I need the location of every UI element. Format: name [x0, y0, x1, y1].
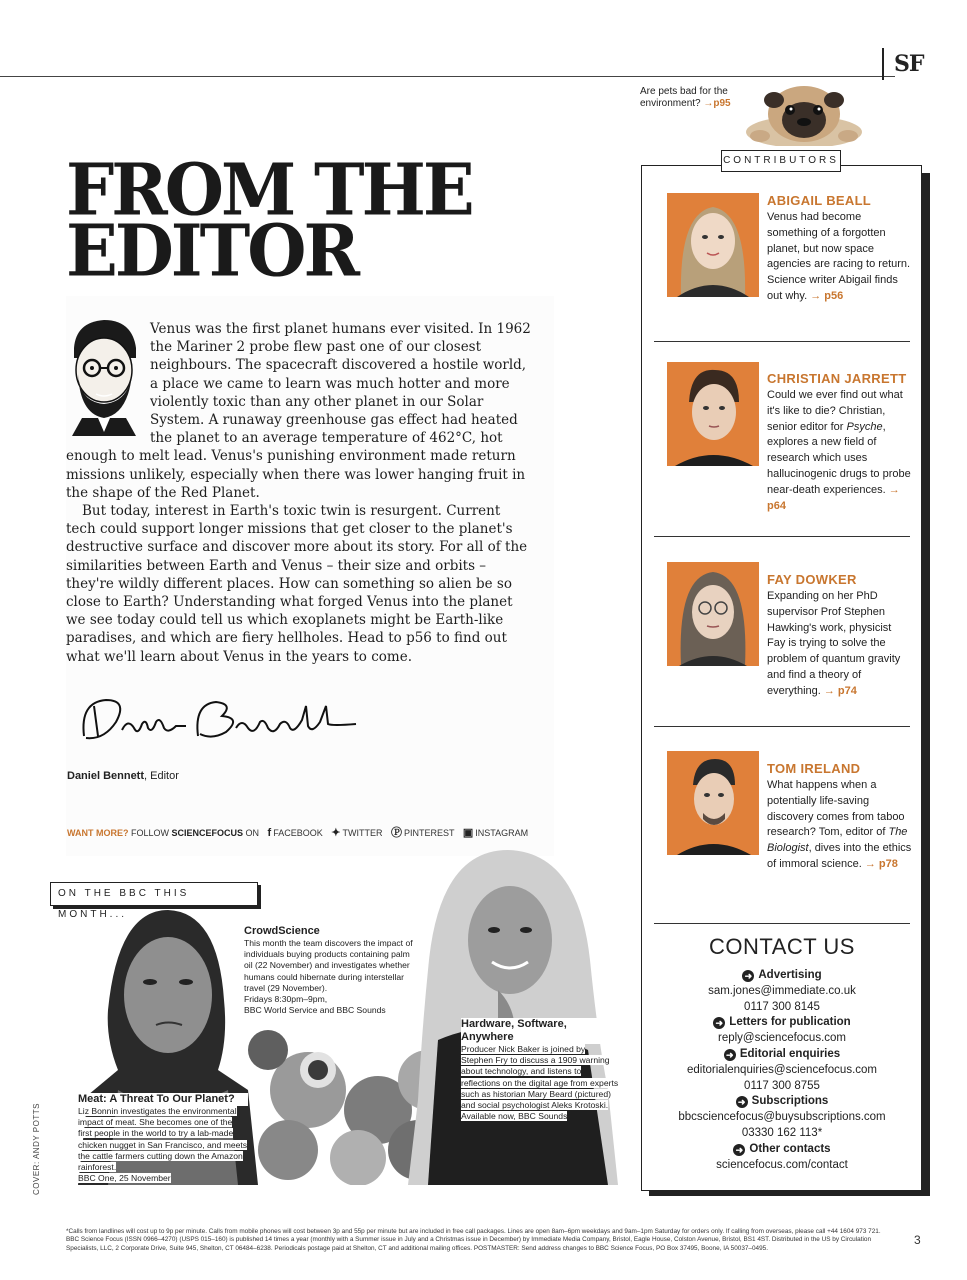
cover-credit: COVER: ANDY POTTS: [32, 1103, 41, 1195]
contact-subscriptions-phone[interactable]: 03330 162 113*: [741, 1126, 823, 1139]
editorial-paragraph-1: Venus was the first planet humans ever visited. In 1962 the Mariner 2 probe flew past one of our closest neighbours. The spacecraft discovered a hostile world, a place we came to learn was much hotter and more violently toxic than any other planet in our Solar System. A runaway greenhouse gas effect had heated the planet to an average temperature of 462°C, hot enough to melt lead. Venus's punishing environment made return missions unlikely, especially when there was lower hanging fruit in the shape of the Red Planet.: [66, 321, 531, 501]
contributor-fay-dowker[interactable]: [667, 558, 912, 698]
contributors-label: CONTRIBUTORS: [721, 150, 841, 172]
top-rule: [0, 76, 895, 77]
abigail-beall-photo: [667, 193, 759, 297]
pinterest-link[interactable]: PINTEREST: [403, 828, 455, 838]
crowdscience-when: Fridays 8:30pm–9pm,: [244, 994, 328, 1005]
arrow-circle-icon: ➜: [733, 1144, 745, 1156]
meat-caption: [78, 1093, 248, 1184]
contributor-bio: Could we ever find out what it's like to die? Christian, senior editor for Psyche, explores a new field of research which uses hallucinogenic drugs to probe near-death experiences. → p64: [767, 389, 911, 512]
contributor-page-link[interactable]: → p56: [810, 289, 844, 302]
contact-other-label: ➜ Other contacts: [654, 1142, 910, 1158]
page-title: [66, 148, 586, 294]
crowdscience-title: CrowdScience: [244, 925, 320, 937]
contact-editorial-email[interactable]: editorialenquiries@sciencefocus.com: [686, 1063, 877, 1076]
contributor-christian-jarrett[interactable]: [667, 357, 912, 517]
meat-title: Meat: A Threat To Our Planet?: [78, 1093, 248, 1106]
arrow-circle-icon: ➜: [724, 1049, 736, 1061]
facebook-icon[interactable]: f: [267, 827, 272, 839]
signature: [76, 692, 366, 748]
page-number: 3: [914, 1233, 921, 1247]
bbc-section-label: ON THE BBC THIS MONTH...: [50, 882, 258, 906]
crowdscience-caption: [244, 925, 414, 1016]
contact-title: CONTACT US: [709, 934, 855, 959]
twitter-link[interactable]: TWITTER: [342, 828, 383, 838]
title-line-1: FROM THE: [66, 148, 472, 233]
contact-list: [654, 968, 910, 1173]
social-handle[interactable]: SCIENCEFOCUS: [171, 828, 244, 838]
footer-small-print: *Calls from landlines will cost up to 9p per minute. Calls from mobile phones will cost between 3p and 55p per minute but are included in free call packages. Lines are open 8am–6pm weekdays and 9am–1pm Saturday for orders only. If calling from overseas, please call +44 1604 973 721. BBC Science Focus (ISSN 0966–4270) (USPS 015–160) is published 14 times a year (monthly with a Summer issue in July and a Christmas issue in December) by Immediate Media Company, Bristol, Eagle House, Colston Avenue, Bristol, BS1 4ST. Distributed in the US by Circulation Specialists, LLC, 2 Corporate Drive, Suite 945, Shelton, CT 06484–6238. Periodicals postage paid at Shelton, CT and additional mailing offices. POSTMASTER: Send address changes to BBC Science Focus, PO Box 37495, Boone, IA 50037–0495.: [66, 1228, 881, 1252]
arrow-circle-icon: ➜: [742, 970, 754, 982]
christian-jarrett-photo: [667, 362, 759, 466]
meat-body: Liz Bonnin investigates the environmental impact of meat. She becomes one of the first people in the world to try a lab-made chicken nugget in San Francisco, and meets the cattle farmers cutting down the Amazon rainforest.: [78, 1106, 248, 1173]
hardware-title: Hardware, Software, Anywhere: [461, 1018, 619, 1044]
contributor-divider: [654, 923, 910, 924]
teaser-page[interactable]: →p95: [703, 98, 731, 109]
crowdscience-where: BBC World Service and BBC Sounds: [244, 1005, 386, 1016]
contributor-name: FAY DOWKER: [767, 572, 857, 587]
facebook-link[interactable]: FACEBOOK: [273, 828, 323, 838]
contributor-divider: [654, 726, 910, 727]
contact-subscriptions-label: ➜ Subscriptions: [654, 1094, 910, 1110]
title-line-2: EDITOR: [66, 209, 357, 294]
contact-advertising-label: ➜ Advertising: [654, 968, 910, 984]
editor-name: Daniel Bennett: [67, 770, 145, 782]
pug-photo: [740, 80, 868, 146]
contact-letters-email[interactable]: reply@sciencefocus.com: [718, 1032, 846, 1045]
contact-subscriptions-email[interactable]: bbcsciencefocus@buysubscriptions.com: [678, 1111, 886, 1124]
teaser[interactable]: [640, 86, 750, 110]
editorial-paragraph-2: But today, interest in Earth's toxic twin is resurgent. Current tech could support longer missions that get closer to the planet's destructive surface and discover more about its story. For all of the similarities between Earth and Venus – their size and orbits – they're wildly different places. How can something so alien be so close to Earth? Understanding what forged Venus into the planet we see today could tell us which exoplanets might be Earth-like paradises, and which are fiery hellholes. Head to p56 to find out what we'll learn about Venus in the years to come.: [66, 503, 528, 665]
teaser-text: Are pets bad for the environment?: [640, 86, 728, 109]
contributor-bio: What happens when a potentially life-saving discovery comes from taboo research? Tom, editor of The Biologist, dives into the ethics of immoral science. → p78: [767, 779, 912, 870]
hardware-caption: [461, 1018, 619, 1122]
contributor-page-link[interactable]: → p64: [767, 483, 900, 512]
portrait-wrap-space: [66, 320, 150, 447]
contributor-name: ABIGAIL BEALL: [767, 193, 872, 208]
contact-editorial-label: ➜ Editorial enquiries: [654, 1047, 910, 1063]
instagram-icon[interactable]: ▣: [462, 827, 474, 839]
on-label: ON: [243, 828, 262, 838]
arrow-circle-icon: ➜: [736, 1096, 748, 1108]
contributor-page-link[interactable]: → p74: [823, 684, 857, 697]
tom-ireland-photo: [667, 751, 759, 855]
contributor-page-link[interactable]: → p78: [864, 857, 898, 870]
arrow-circle-icon: ➜: [713, 1017, 725, 1029]
contact-advertising-email[interactable]: sam.jones@immediate.co.uk: [708, 984, 856, 997]
pinterest-icon[interactable]: Ⓟ: [390, 827, 402, 839]
contributor-abigail-beall[interactable]: [667, 193, 912, 303]
contributor-name: CHRISTIAN JARRETT: [767, 371, 907, 386]
social-follow: [67, 824, 528, 840]
contact-letters-label: ➜ Letters for publication: [654, 1015, 910, 1031]
follow-label: FOLLOW: [128, 828, 172, 838]
editor-role: , Editor: [144, 770, 179, 782]
meat-where: BBC One, 25 November: [78, 1173, 171, 1184]
fay-dowker-photo: [667, 562, 759, 666]
contact-advertising-phone[interactable]: 0117 300 8145: [744, 1000, 820, 1013]
contributor-bio: Venus had become something of a forgotten planet, but now space agencies are racing to return. Science writer Abigail finds out why. → p56: [767, 211, 911, 302]
instagram-link[interactable]: INSTAGRAM: [475, 828, 529, 838]
want-more-label: WANT MORE?: [67, 828, 129, 838]
contact-other-url[interactable]: sciencefocus.com/contact: [716, 1158, 848, 1171]
contact-editorial-phone[interactable]: 0117 300 8755: [744, 1079, 820, 1092]
contributor-divider: [654, 341, 910, 342]
crowdscience-body: This month the team discovers the impact of individuals buying products containing palm oil (22 November) and investigates whether humans could hibernate during interstellar travel (29 November).: [244, 938, 413, 993]
contributor-tom-ireland[interactable]: [667, 747, 912, 887]
sf-logo: SF: [882, 48, 924, 80]
contributor-bio: Expanding on her PhD supervisor Prof Stephen Hawking's work, physicist Fay is trying to solve the problem of quantum gravity and find a theory of everything. → p74: [767, 590, 901, 697]
contributor-name: TOM IRELAND: [767, 761, 861, 776]
hardware-body: Producer Nick Baker is joined by Stephen Fry to discuss a 1909 warning about technology, and listens to reflections on the digital age from experts such as historian Mary Beard (pictured) and social psychologist Aleks Krotoski.: [461, 1044, 619, 1111]
editorial-letter: [66, 320, 532, 666]
twitter-icon[interactable]: ✦: [331, 827, 341, 839]
hardware-where: Available now, BBC Sounds: [461, 1111, 568, 1122]
contributor-divider: [654, 536, 910, 537]
editor-credit: [67, 770, 179, 782]
